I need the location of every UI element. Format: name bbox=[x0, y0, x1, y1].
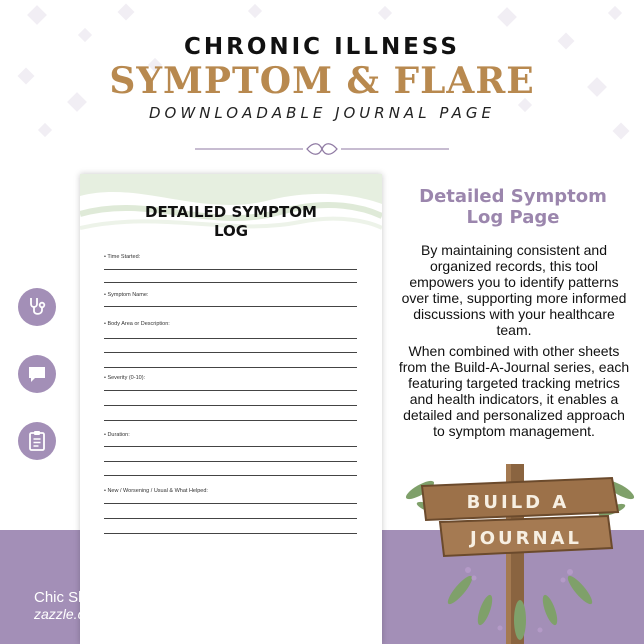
journal-title-line-1: DETAILED SYMPTOM bbox=[145, 203, 317, 221]
chat-bubble-icon bbox=[18, 355, 56, 393]
field-label-what-helped: • New / Worsening / Usual & What Helped: bbox=[104, 488, 208, 494]
sign-text-line-1: BUILD A bbox=[466, 492, 570, 513]
write-line bbox=[104, 282, 357, 283]
journal-page-preview bbox=[80, 174, 382, 644]
field-label-severity: • Severity (0-10): bbox=[104, 375, 146, 381]
clipboard-icon bbox=[18, 422, 56, 460]
write-line bbox=[104, 475, 357, 476]
write-line bbox=[104, 338, 357, 339]
ornament-divider-icon bbox=[195, 142, 449, 156]
field-label-duration: • Duration: bbox=[104, 432, 130, 438]
description-title bbox=[405, 186, 621, 228]
write-line bbox=[104, 269, 357, 270]
write-line bbox=[104, 446, 357, 447]
write-line bbox=[104, 503, 357, 504]
field-label-body-area: • Body Area or Description: bbox=[104, 321, 170, 327]
write-line bbox=[104, 367, 357, 368]
description-paragraph-1: By maintaining consistent and organized records, this tool empowers you to identify patterns over time, supporting more informed discussions with your healthcare team. bbox=[401, 242, 627, 338]
stethoscope-icon bbox=[18, 288, 56, 326]
description-title-line-2: Log Page bbox=[466, 207, 560, 228]
field-label-time-started: • Time Started: bbox=[104, 254, 141, 260]
description-title-line-1: Detailed Symptom bbox=[419, 186, 607, 207]
write-line bbox=[104, 533, 357, 534]
shop-name: Chic Sheets Paper Boutique bbox=[34, 589, 223, 606]
write-line bbox=[104, 420, 357, 421]
build-a-journal-sign bbox=[400, 460, 644, 644]
shop-url[interactable]: zazzle.com/chic_sheets bbox=[34, 606, 182, 622]
write-line bbox=[104, 518, 357, 519]
write-line bbox=[104, 352, 357, 353]
sign-text-line-2: JOURNAL bbox=[470, 528, 582, 549]
field-label-symptom-name: • Symptom Name: bbox=[104, 292, 149, 298]
write-line bbox=[104, 390, 357, 391]
description-paragraph-2: When combined with other sheets from the Build-A-Journal series, each featuring targeted tracking metrics and health indicators, it enables a detailed and personalized approach to symptom management. bbox=[398, 343, 630, 439]
journal-title-line-2: LOG bbox=[213, 222, 249, 240]
journal-title bbox=[80, 203, 382, 241]
write-line bbox=[104, 461, 357, 462]
write-line bbox=[104, 306, 357, 307]
write-line bbox=[104, 405, 357, 406]
header-title: SYMPTOM & FLARE bbox=[109, 60, 535, 102]
header-subtitle: DOWNLOADABLE JOURNAL PAGE bbox=[149, 104, 495, 122]
header-line-1: CHRONIC ILLNESS bbox=[183, 34, 460, 60]
